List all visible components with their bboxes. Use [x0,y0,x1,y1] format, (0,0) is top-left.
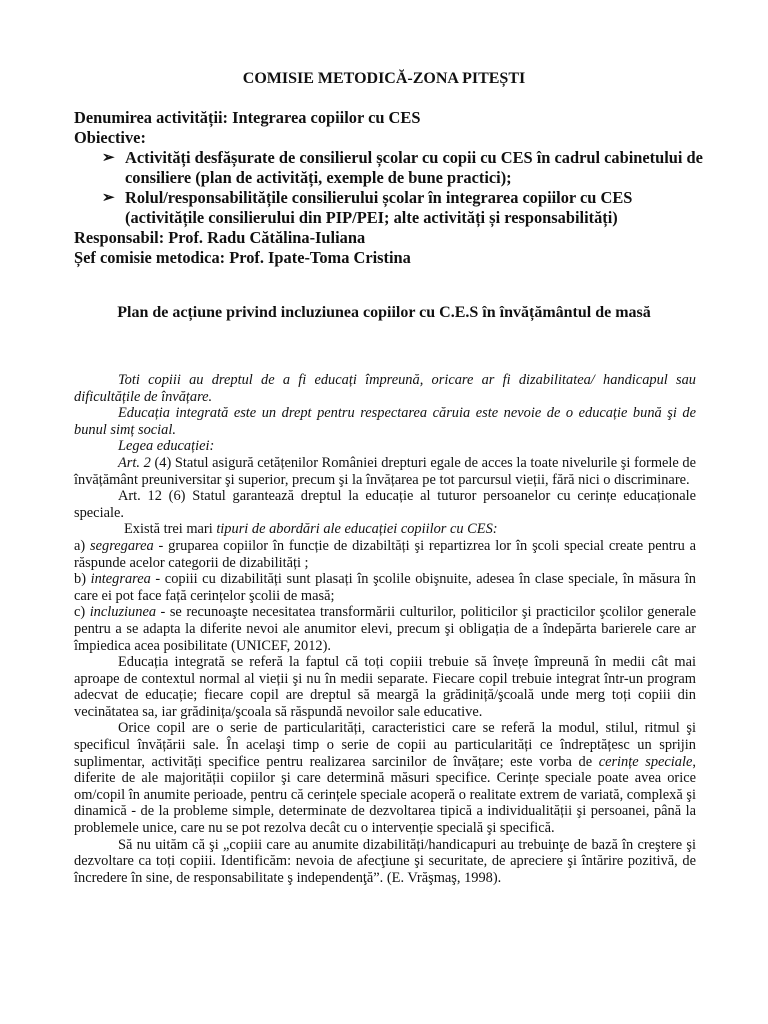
list-item [74,538,696,571]
objective-item [74,188,714,228]
arrow-bullet-icon: ➢ [102,190,115,206]
body-text [74,372,696,886]
objectives-list [74,148,714,228]
objective-item [74,148,714,188]
paragraph [74,720,696,836]
list-marker: c) [74,604,90,621]
objective-text: Rolul/responsabilitățile consilierului școlar în integrarea copiilor cu CES (activitățile consilierului din PIP/PEI; alte activități și responsabilități) [125,188,633,227]
list-item [74,571,696,604]
article-text: (4) Statul asigură cetățenilor României drepturi egale de acces la toate nivelurile şi formele de învățământ preuniversitar şi superior, precum şi la învățarea pe tot parcursul vieții, fără nici o discriminare. [74,454,697,488]
objective-text: Activități desfășurate de consilierul școlar cu copii cu CES în cadrul cabinetului de consiliere (plan de activități, exemple de bune practici); [125,148,703,187]
document-title: COMISIE METODICĂ-ZONA PITEȘTI [242,70,526,87]
list-term: incluziunea [89,604,157,621]
list-marker: a) [74,537,91,554]
text-span: Există trei mari [124,521,217,538]
paragraph [74,521,696,538]
text-span: Orice copil are o serie de particularități, caracteristici care se referă la modul, stilul, ritmul şi specificul învățării sale. În acelaşi timp o serie de copii au particularități ce îndreptățesc un sprijin suplimentar, activități specifice pentru realizarea sarcinilor de învățare; este vorba de [74,720,696,770]
objectives-label: Obiective: [74,128,146,147]
plan-title: Plan de acțiune privind incluziunea copiilor cu C.E.S în învățământul de masă [117,304,651,321]
list-term: integrarea [90,571,151,588]
paragraph [74,455,696,488]
activity-header [74,108,714,268]
list-text: - se recunoaşte necesitatea transformării culturilor, politicilor şi practicilor şcolilor generale pentru a se adapta la diferite nevoi ale anumitor elevi, precum şi obligația de a îndepărta barierele care ar împiedica acea posibilitate (UNICEF, 2012). [74,604,696,654]
text-span-italic: cerințe speciale [598,753,693,770]
law-heading: Legea educației: [118,438,215,455]
arrow-bullet-icon: ➢ [102,150,115,166]
list-marker: b) [74,571,91,588]
commission-head-line: Șef comisie metodica: Prof. Ipate-Toma Cristina [74,248,411,267]
article-ref: Art. 2 [118,454,151,471]
list-term: segregarea [90,537,154,554]
list-text: - copiii cu dizabilități sunt plasați în şcolile obişnuite, adesea în clase speciale, în măsura în care ei pot face față cerințelor şcolii de masă; [74,571,696,604]
activity-name: Denumirea activității: Integrarea copiilor cu CES [74,108,421,127]
list-item [74,604,696,654]
paragraph: Să nu uităm că şi „copiii care au anumite dizabilități/handicapuri au trebuinţe de bază în creştere şi dezvoltare ca toți copiii. Identificăm: nevoia de afecţiune şi securitate, de apreciere şi întărire pozitivă, de încredere în sine, de responsabilitate ş independenţă”. (E. Vrăşmaş, 1998). [74,836,696,886]
paragraph: Toti copiii au dreptul de a fi educați împreună, oricare ar fi dizabilitatea/ handicapul sau dificultățile de învățare. [74,372,696,405]
paragraph: Art. 12 (6) Statul garantează dreptul la educație al tuturor persoanelor cu cerințe educaționale speciale. [74,488,696,521]
responsible-line: Responsabil: Prof. Radu Cătălina-Iuliana [74,228,366,247]
list-text: - gruparea copiilor în funcție de dizabiltăți şi repartizrea lor în şcoli special create pentru a răspunde acelor categorii de dizabilități ; [74,537,697,571]
paragraph: Educația integrată este un drept pentru respectarea căruia este nevoie de o educație bună şi de bunul simț social. [74,405,696,438]
paragraph: Educația integrată se referă la faptul că toți copiii trebuie să învețe împreună în medii cât mai aproape de contextul normal al vieții şi nu în medii separate. Fiecare copil trebuie integrat într-un program adecvat de educație; fiecare copil are dreptul să meargă la grădiniță/şcoală unde merg toți copiii din vecinătatea sa, iar grădinița/şcoala să răspundă nevoilor sale educative. [74,654,696,720]
text-span-italic: tipuri de abordări ale educației copiilor cu CES: [216,521,498,538]
text-span: , diferite de ale majorității copiilor şi care determină măsuri specifice. Cerințe speciale poate avea orice om/copil în anumite perioade, pentru că cerințele speciale acoperă o realitate extrem de variată, complexă şi dinamică - de la probleme simple, determinate de dezvoltarea tipică a individualității şi persoanei, până la problemele unice, care nu se pot rezolva decât cu o intervenție specială şi specifică. [74,753,696,837]
